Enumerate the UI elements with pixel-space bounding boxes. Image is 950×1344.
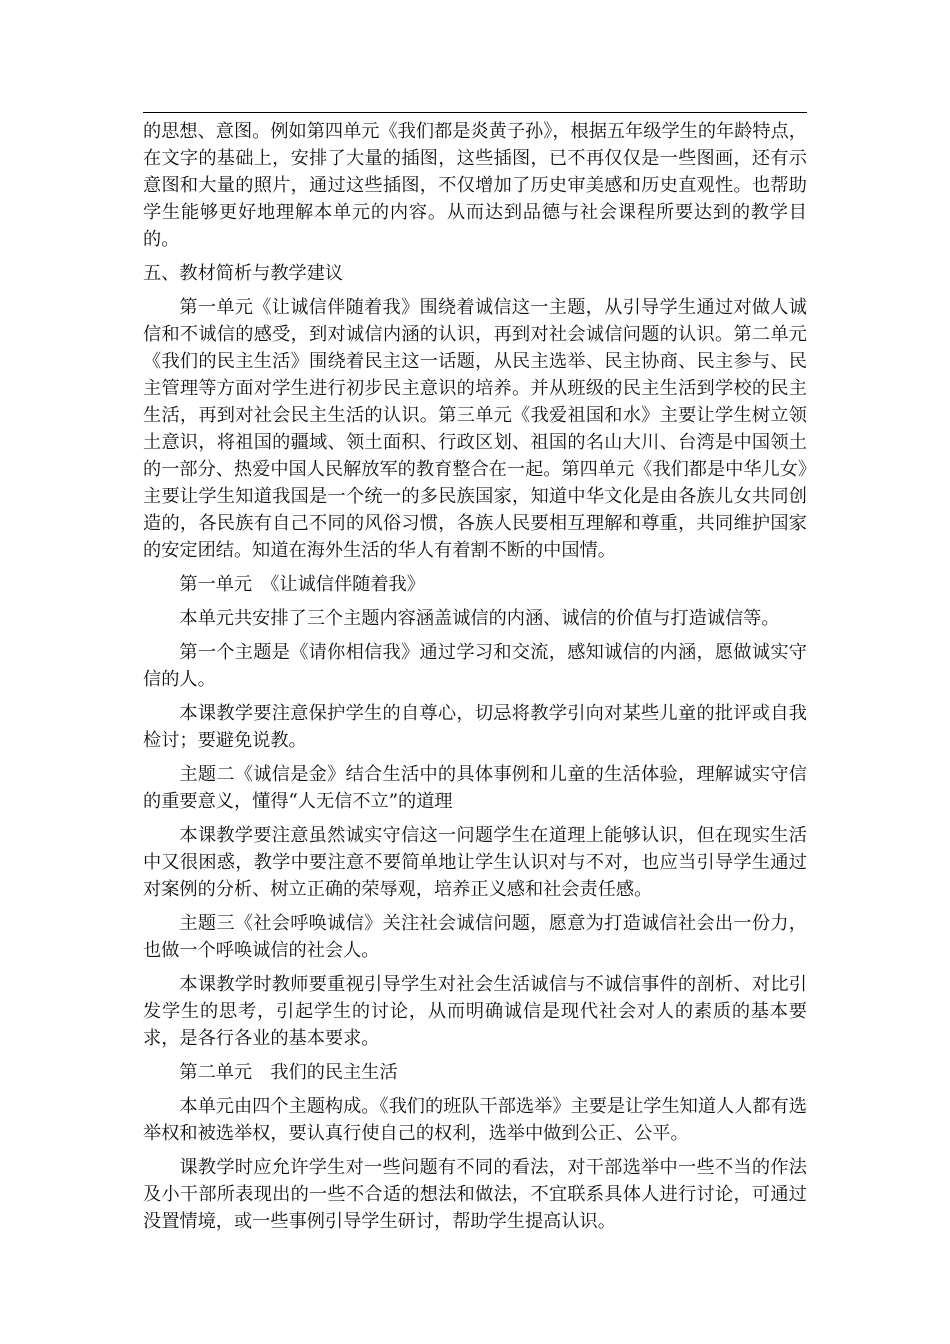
- document-body: [143, 118, 807, 1242]
- paragraph: 本课教学要注意虽然诚实守信这一问题学生在道理上能够认识，但在现实生活中又很困惑，教学中要注意不要简单地让学生认识对与不对，也应当引导学生通过对案例的分析、树立正确的荣辱观，培养正义感和社会责任感。: [143, 825, 807, 900]
- paragraph: 本单元由四个主题构成。《我们的班队干部选举》主要是让学生知道人人都有选举权和被选举权，要认真行使自己的权利，选举中做到公正、公平。: [143, 1096, 807, 1144]
- section-heading: 五、教材简析与教学建议: [143, 263, 344, 284]
- paragraph: 第一个主题是《请你相信我》通过学习和交流，感知诚信的内涵，愿做诚实守信的人。: [143, 642, 807, 690]
- paragraph: 本课教学要注意保护学生的自尊心，切忌将教学引向对某些儿童的批评或自我检讨；要避免说教。: [143, 703, 807, 751]
- paragraph: 主题二《诚信是金》结合生活中的具体事例和儿童的生活体验，理解诚实守信的重要意义，懂得“人无信不立”的道理: [143, 764, 807, 812]
- unit-one-title: 第一单元 《让诚信伴随着我》: [179, 574, 425, 595]
- paragraph: 主题三《社会呼唤诚信》关注社会诚信问题，愿意为打造诚信社会出一份力，也做一个呼唤诚信的社会人。: [143, 913, 807, 961]
- paragraph-continuation: 的思想、意图。例如第四单元《我们都是炎黄子孙》，根据五年级学生的年龄特点，在文字的基础上，安排了大量的插图，这些插图，已不再仅仅是一些图画，还有示意图和大量的照片，通过这些插图，不仅增加了历史审美感和历史直观性。也帮助学生能够更好地理解本单元的内容。从而达到品德与社会课程所要达到的教学目的。: [143, 121, 807, 250]
- paragraph: 本单元共安排了三个主题内容涵盖诚信的内涵、诚信的价值与打造诚信等。: [179, 608, 780, 629]
- header-rule: [143, 112, 807, 113]
- paragraph-overview: 第一单元《让诚信伴随着我》围绕着诚信这一主题，从引导学生通过对做人诚信和不诚信的感受，到对诚信内涵的认识，再到对社会诚信问题的认识。第二单元《我们的民主生活》围绕着民主这一话题，从民主选举、民主协商、民主参与、民主管理等方面对学生进行初步民主意识的培养。并从班级的民主生活到学校的民主生活，再到对社会民主生活的认识。第三单元《我爱祖国和水》主要让学生树立领土意识，将祖国的疆域、领土面积、行政区划、祖国的名山大川、台湾是中国领土的一部分、热爱中国人民解放军的教育整合在一起。第四单元《我们都是中华儿女》主要让学生知道我国是一个统一的多民族国家，知道中华文化是由各族儿女共同创造的，各民族有自己不同的风俗习惯，各族人民要相互理解和尊重，共同维护国家的安定团结。知道在海外生活的华人有着割不断的中国情。: [143, 297, 807, 561]
- unit-two-title: 第二单元 我们的民主生活: [179, 1062, 398, 1083]
- paragraph: 课教学时应允许学生对一些问题有不同的看法，对干部选举中一些不当的作法及小干部所表现出的一些不合适的想法和做法，不宜联系具体人进行讨论，可通过没置情境，或一些事例引导学生研讨，帮助学生提高认识。: [143, 1157, 807, 1232]
- paragraph: 本课教学时教师要重视引导学生对社会生活诚信与不诚信事件的剖析、对比引发学生的思考，引起学生的讨论，从而明确诚信是现代社会对人的素质的基本要求，是各行各业的基本要求。: [143, 974, 807, 1049]
